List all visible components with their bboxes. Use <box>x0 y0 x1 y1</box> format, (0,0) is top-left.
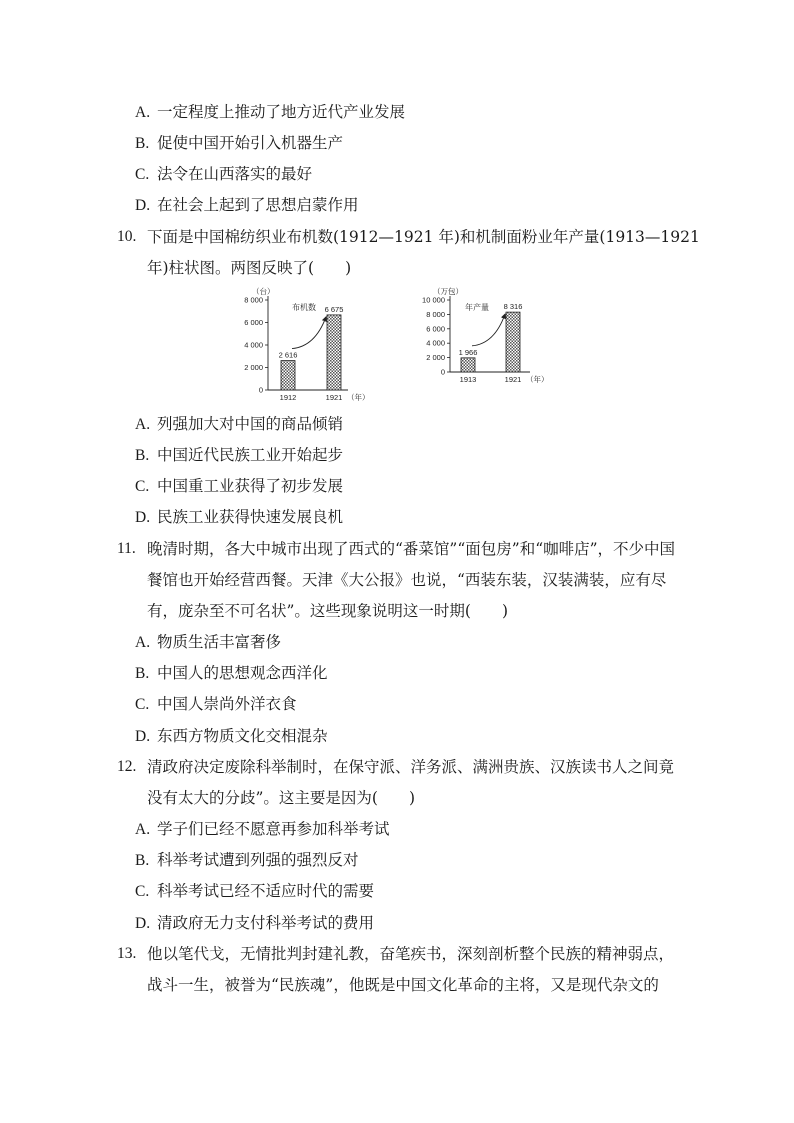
q11-stem-line-2: 餐馆也开始经营西餐。天津《大公报》也说，“西装东装，汉装满装，应有尽 <box>147 571 667 589</box>
y-tick-label: 2 000 <box>244 363 263 372</box>
q12-option-d: D. 清政府无力支付科举考试的费用 <box>135 914 375 932</box>
x-tick-label: 1921 <box>325 393 343 402</box>
y-tick-label: 2 000 <box>426 353 445 363</box>
q9-option-b: B. 促使中国开始引入机器生产 <box>135 134 344 152</box>
bar-1912 <box>281 361 295 390</box>
q12-stem-line-2: 没有太大的分歧”。这主要是因为( ) <box>147 789 416 807</box>
chart-title: 布机数 <box>292 303 316 312</box>
x-unit-label: （年） <box>526 375 549 384</box>
q13-number: 13. <box>117 945 137 962</box>
bar-value-label: 8 316 <box>503 302 523 312</box>
bar-1913 <box>461 358 475 372</box>
q12-option-b: B. 科举考试遭到列强的强烈反对 <box>135 851 359 869</box>
y-tick-label: 10 000 <box>422 295 445 305</box>
y-tick-label: 6 000 <box>426 324 445 334</box>
q11-option-b: B. 中国人的思想观念西洋化 <box>135 664 328 682</box>
q13-stem-line-2: 战斗一生，被誉为“民族魂”，他既是中国文化革命的主将，又是现代杂文的 <box>147 976 659 994</box>
q13-stem-line-1: 他以笔代戈，无情批判封建礼教，奋笔疾书，深刻剖析整个民族的精神弱点， <box>147 945 675 963</box>
q10-stem-line-1: 下面是中国棉纺织业布机数(1912—1921 年)和机制面粉业年产量(1913—1921 <box>147 228 700 246</box>
bar-value-label: 2 616 <box>278 350 298 360</box>
q10-number: 10. <box>117 228 137 245</box>
q10-option-c: C. 中国重工业获得了初步发展 <box>135 477 344 495</box>
x-tick-label: 1913 <box>459 375 477 384</box>
x-unit-label: （年） <box>347 393 370 402</box>
q12-option-a: A. 学子们已经不愿意再参加科举考试 <box>135 820 390 838</box>
q10-option-a: A. 列强加大对中国的商品倾销 <box>135 415 344 433</box>
y-tick-label: 0 <box>258 385 263 395</box>
q11-stem-line-3: 有，庞杂至不可名状”。这些现象说明这一时期( ) <box>147 602 509 620</box>
y-tick-label: 8 000 <box>244 295 263 305</box>
bar-1921 <box>506 312 520 372</box>
q11-stem-line-1: 晚清时期，各大中城市出现了西式的“番菜馆”“面包房”和“咖啡店”，不少中国 <box>147 540 676 558</box>
x-tick-label: 1921 <box>504 375 522 384</box>
q9-option-d: D. 在社会上起到了思想启蒙作用 <box>135 196 359 214</box>
q11-option-a: A. 物质生活丰富奢侈 <box>135 633 282 651</box>
y-tick-label: 8 000 <box>426 309 445 319</box>
q10-stem-line-2: 年)柱状图。两图反映了( ) <box>147 259 352 277</box>
q10-option-b: B. 中国近代民族工业开始起步 <box>135 446 344 464</box>
y-tick-label: 4 000 <box>244 340 263 350</box>
y-tick-label: 6 000 <box>244 318 263 327</box>
q11-option-d: D. 东西方物质文化交相混杂 <box>135 727 328 745</box>
q12-stem-line-1: 清政府决定废除科举制时，在保守派、洋务派、满洲贵族、汉族读书人之间竟 <box>147 758 675 776</box>
q10-option-d: D. 民族工业获得快速发展良机 <box>135 508 344 526</box>
bar-value-label: 6 675 <box>324 304 344 314</box>
q9-option-a: A. 一定程度上推动了地方近代产业发展 <box>135 103 406 121</box>
x-tick-label: 1912 <box>279 393 297 402</box>
q12-number: 12. <box>117 758 137 775</box>
q9-option-c: C. 法令在山西落实的最好 <box>135 165 313 183</box>
y-unit-label: （台） <box>252 287 275 296</box>
q11-option-c: C. 中国人崇尚外洋衣食 <box>135 695 297 713</box>
bar-value-label: 1 966 <box>458 347 478 357</box>
trend-arrow <box>292 317 326 349</box>
q12-option-c: C. 科举考试已经不适应时代的需要 <box>135 882 375 900</box>
y-unit-label: （万包） <box>433 287 463 296</box>
chart-title: 年产量 <box>465 303 489 312</box>
trend-arrow <box>472 314 505 346</box>
chart-flour-output <box>422 286 548 384</box>
q11-number: 11. <box>117 540 136 557</box>
y-tick-label: 0 <box>440 367 445 377</box>
chart-loom-count <box>244 286 369 402</box>
q10-bar-charts <box>0 282 794 407</box>
bar-1921 <box>327 315 341 390</box>
y-tick-label: 4 000 <box>426 338 445 348</box>
